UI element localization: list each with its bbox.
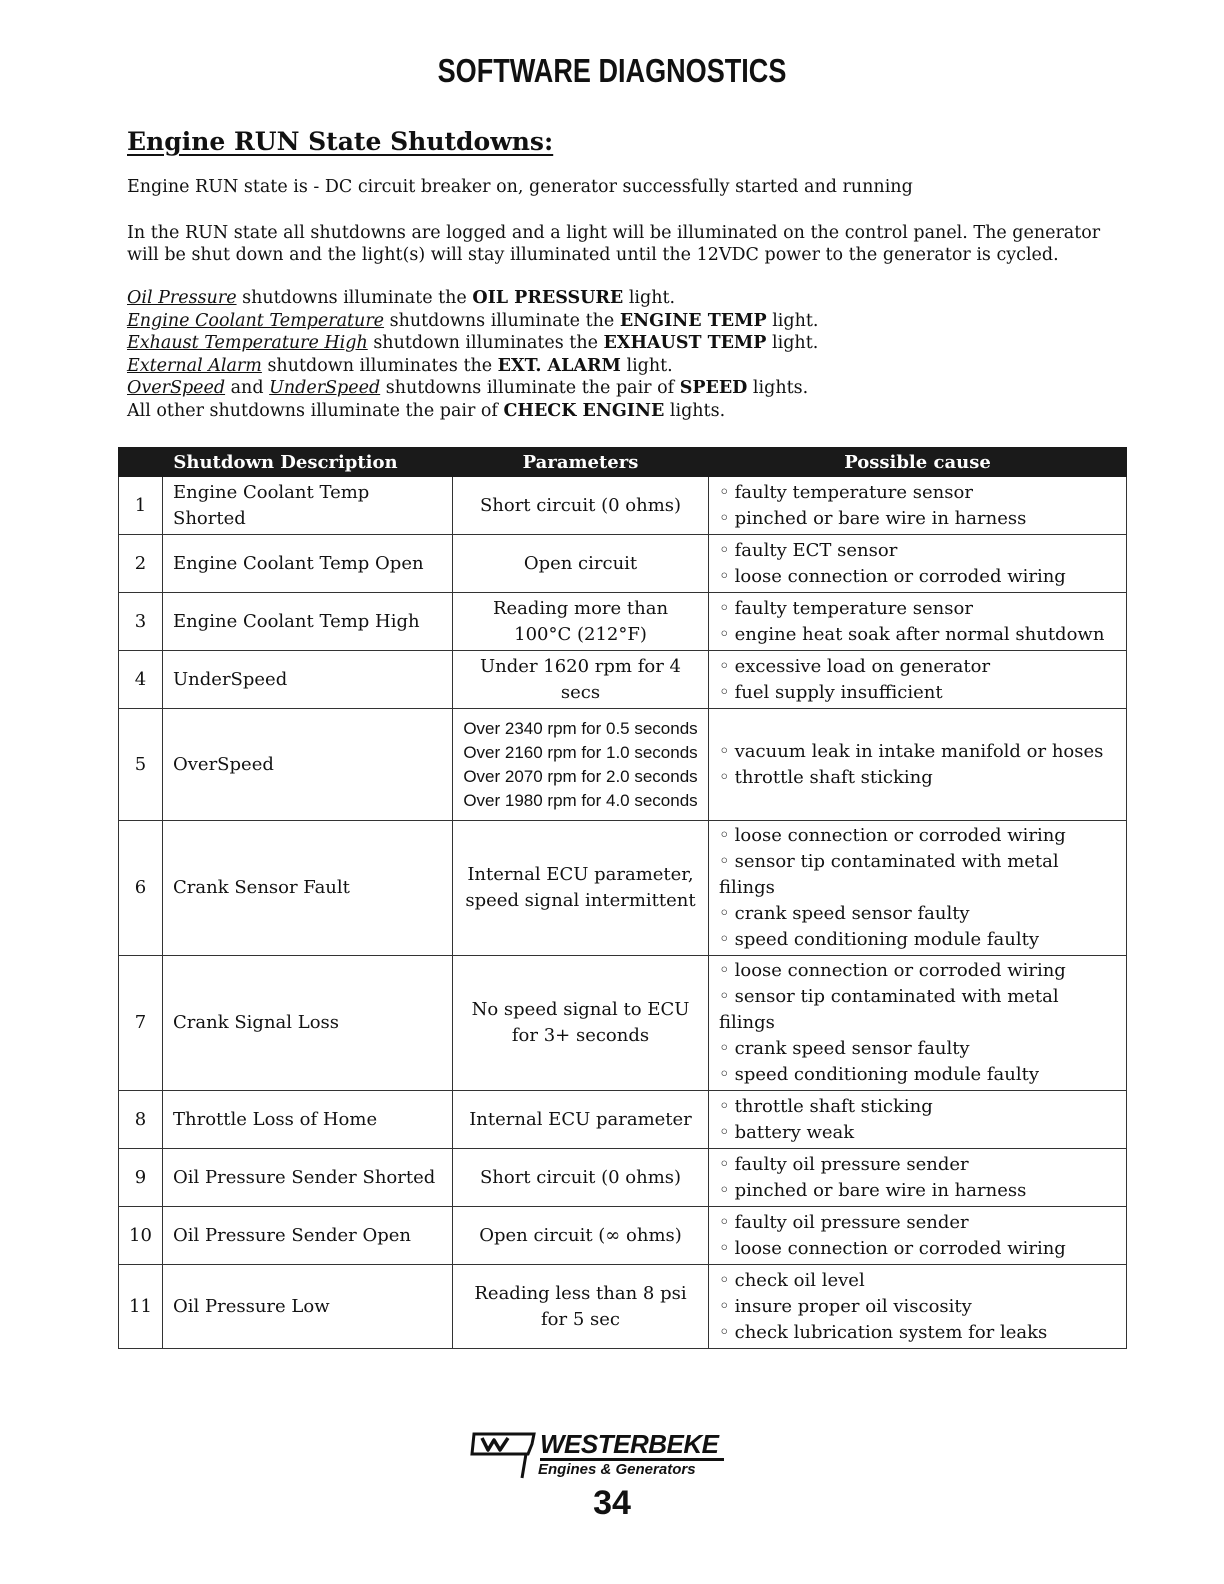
possible-causes xyxy=(709,821,1127,956)
shutdown-description: Crank Sensor Fault xyxy=(163,821,453,956)
possible-causes xyxy=(709,956,1127,1091)
parameter: Open circuit (∞ ohms) xyxy=(453,1207,709,1265)
cause-item: ◦ vacuum leak in intake manifold or hoses xyxy=(719,739,1116,765)
cause-item: ◦ loose connection or corroded wiring xyxy=(719,1236,1116,1262)
possible-causes xyxy=(709,593,1127,651)
light-mapping-list xyxy=(127,287,818,422)
shutdown-description: Oil Pressure Sender Shorted xyxy=(163,1149,453,1207)
parameter xyxy=(453,709,709,821)
row-number: 1 xyxy=(119,477,163,535)
parameter: Short circuit (0 ohms) xyxy=(453,477,709,535)
cause-item: ◦ check lubrication system for leaks xyxy=(719,1320,1116,1346)
cause-item: ◦ faulty oil pressure sender xyxy=(719,1152,1116,1178)
table-row xyxy=(119,593,1127,651)
cause-item: ◦ crank speed sensor faulty xyxy=(719,901,1116,927)
cause-item: ◦ faulty oil pressure sender xyxy=(719,1210,1116,1236)
row-number: 6 xyxy=(119,821,163,956)
possible-causes xyxy=(709,1091,1127,1149)
light-line: External Alarm shutdown illuminates the EXT. ALARM light. xyxy=(127,355,673,376)
parameter-line: Over 2160 rpm for 1.0 seconds xyxy=(463,742,698,762)
shutdown-description: Crank Signal Loss xyxy=(163,956,453,1091)
parameter-line: Over 2340 rpm for 0.5 seconds xyxy=(463,718,698,738)
cause-item: ◦ sensor tip contaminated with metal filings xyxy=(719,849,1116,901)
section-heading: Engine RUN State Shutdowns: xyxy=(127,127,554,156)
table-row xyxy=(119,1091,1127,1149)
header-parameters: Parameters xyxy=(453,448,709,477)
parameter-line: Over 2070 rpm for 2.0 seconds xyxy=(463,766,698,786)
possible-causes xyxy=(709,535,1127,593)
row-number: 10 xyxy=(119,1207,163,1265)
row-number: 2 xyxy=(119,535,163,593)
cause-item: ◦ crank speed sensor faulty xyxy=(719,1036,1116,1062)
shutdown-description: Engine Coolant Temp High xyxy=(163,593,453,651)
cause-item: ◦ pinched or bare wire in harness xyxy=(719,1178,1116,1204)
possible-causes xyxy=(709,477,1127,535)
table-row xyxy=(119,535,1127,593)
cause-item: ◦ faulty temperature sensor xyxy=(719,596,1116,622)
cause-item: ◦ loose connection or corroded wiring xyxy=(719,823,1116,849)
logo-tagline: Engines & Generators xyxy=(538,1461,696,1478)
westerbeke-logo xyxy=(468,1428,728,1480)
possible-causes xyxy=(709,709,1127,821)
shutdown-description: Throttle Loss of Home xyxy=(163,1091,453,1149)
cause-item: ◦ engine heat soak after normal shutdown xyxy=(719,622,1116,648)
table-row xyxy=(119,709,1127,821)
possible-causes xyxy=(709,1149,1127,1207)
cause-item: ◦ excessive load on generator xyxy=(719,654,1116,680)
possible-causes xyxy=(709,651,1127,709)
cause-item: ◦ battery weak xyxy=(719,1120,1116,1146)
cause-item: ◦ speed conditioning module faulty xyxy=(719,927,1116,953)
light-line: All other shutdowns illuminate the pair of CHECK ENGINE lights. xyxy=(127,400,726,421)
table-row xyxy=(119,821,1127,956)
intro-paragraph: Engine RUN state is - DC circuit breaker on, generator successfully started and running xyxy=(127,177,913,197)
cause-item: ◦ speed conditioning module faulty xyxy=(719,1062,1116,1088)
cause-item: ◦ throttle shaft sticking xyxy=(719,765,1116,791)
parameter: No speed signal to ECU for 3+ seconds xyxy=(453,956,709,1091)
table-row xyxy=(119,477,1127,535)
shutdown-description: Oil Pressure Sender Open xyxy=(163,1207,453,1265)
cause-item: ◦ pinched or bare wire in harness xyxy=(719,506,1116,532)
page-title: SOFTWARE DIAGNOSTICS xyxy=(437,52,787,89)
parameter-line: Over 1980 rpm for 4.0 seconds xyxy=(463,790,698,810)
light-line: OverSpeed and UnderSpeed shutdowns illuminate the pair of SPEED lights. xyxy=(127,378,809,398)
cause-item: ◦ check oil level xyxy=(719,1268,1116,1294)
page-number: 34 xyxy=(593,1484,631,1522)
parameter: Open circuit xyxy=(453,535,709,593)
row-number: 9 xyxy=(119,1149,163,1207)
cause-item: ◦ faulty temperature sensor xyxy=(719,480,1116,506)
row-number: 4 xyxy=(119,651,163,709)
light-line: Oil Pressure shutdowns illuminate the OIL PRESSURE light. xyxy=(127,288,676,308)
table-row xyxy=(119,1265,1127,1349)
shutdown-description: Engine Coolant Temp Shorted xyxy=(163,477,453,535)
cause-item: ◦ loose connection or corroded wiring xyxy=(719,958,1116,984)
cause-item: ◦ insure proper oil viscosity xyxy=(719,1294,1116,1320)
shutdown-description: OverSpeed xyxy=(163,709,453,821)
cause-item: ◦ sensor tip contaminated with metal filings xyxy=(719,984,1116,1036)
cause-item: ◦ fuel supply insufficient xyxy=(719,680,1116,706)
table-header-row xyxy=(119,448,1127,477)
parameter: Under 1620 rpm for 4 secs xyxy=(453,651,709,709)
header-shutdown-description: Shutdown Description xyxy=(119,448,453,477)
cause-item: ◦ loose connection or corroded wiring xyxy=(719,564,1116,590)
logo-wordmark: WESTERBEKE xyxy=(540,1430,724,1461)
table-row xyxy=(119,1149,1127,1207)
parameter: Reading less than 8 psi for 5 sec xyxy=(453,1265,709,1349)
possible-causes xyxy=(709,1265,1127,1349)
table-row xyxy=(119,956,1127,1091)
row-number: 3 xyxy=(119,593,163,651)
light-line: Engine Coolant Temperature shutdowns illuminate the ENGINE TEMP light. xyxy=(127,310,819,331)
possible-causes xyxy=(709,1207,1127,1265)
row-number: 5 xyxy=(119,709,163,821)
row-number: 8 xyxy=(119,1091,163,1149)
shutdown-description: UnderSpeed xyxy=(163,651,453,709)
row-number: 11 xyxy=(119,1265,163,1349)
cause-item: ◦ throttle shaft sticking xyxy=(719,1094,1116,1120)
header-possible-cause: Possible cause xyxy=(709,448,1127,477)
parameter: Internal ECU parameter, speed signal intermittent xyxy=(453,821,709,956)
parameter: Internal ECU parameter xyxy=(453,1091,709,1149)
cause-item: ◦ faulty ECT sensor xyxy=(719,538,1116,564)
shutdown-table xyxy=(118,447,1127,1349)
table-row xyxy=(119,1207,1127,1265)
shutdown-description: Oil Pressure Low xyxy=(163,1265,453,1349)
table-row xyxy=(119,651,1127,709)
light-line: Exhaust Temperature High shutdown illuminates the EXHAUST TEMP light. xyxy=(127,333,819,353)
description-paragraph: In the RUN state all shutdowns are logged and a light will be illuminated on the control panel. The generator will be shut down and the light(s) will stay illuminated until the 12VDC power to the generator is cycled. xyxy=(127,223,1101,265)
row-number: 7 xyxy=(119,956,163,1091)
parameter: Reading more than 100°C (212°F) xyxy=(453,593,709,651)
parameter: Short circuit (0 ohms) xyxy=(453,1149,709,1207)
westerbeke-emblem-icon xyxy=(468,1428,538,1480)
shutdown-description: Engine Coolant Temp Open xyxy=(163,535,453,593)
